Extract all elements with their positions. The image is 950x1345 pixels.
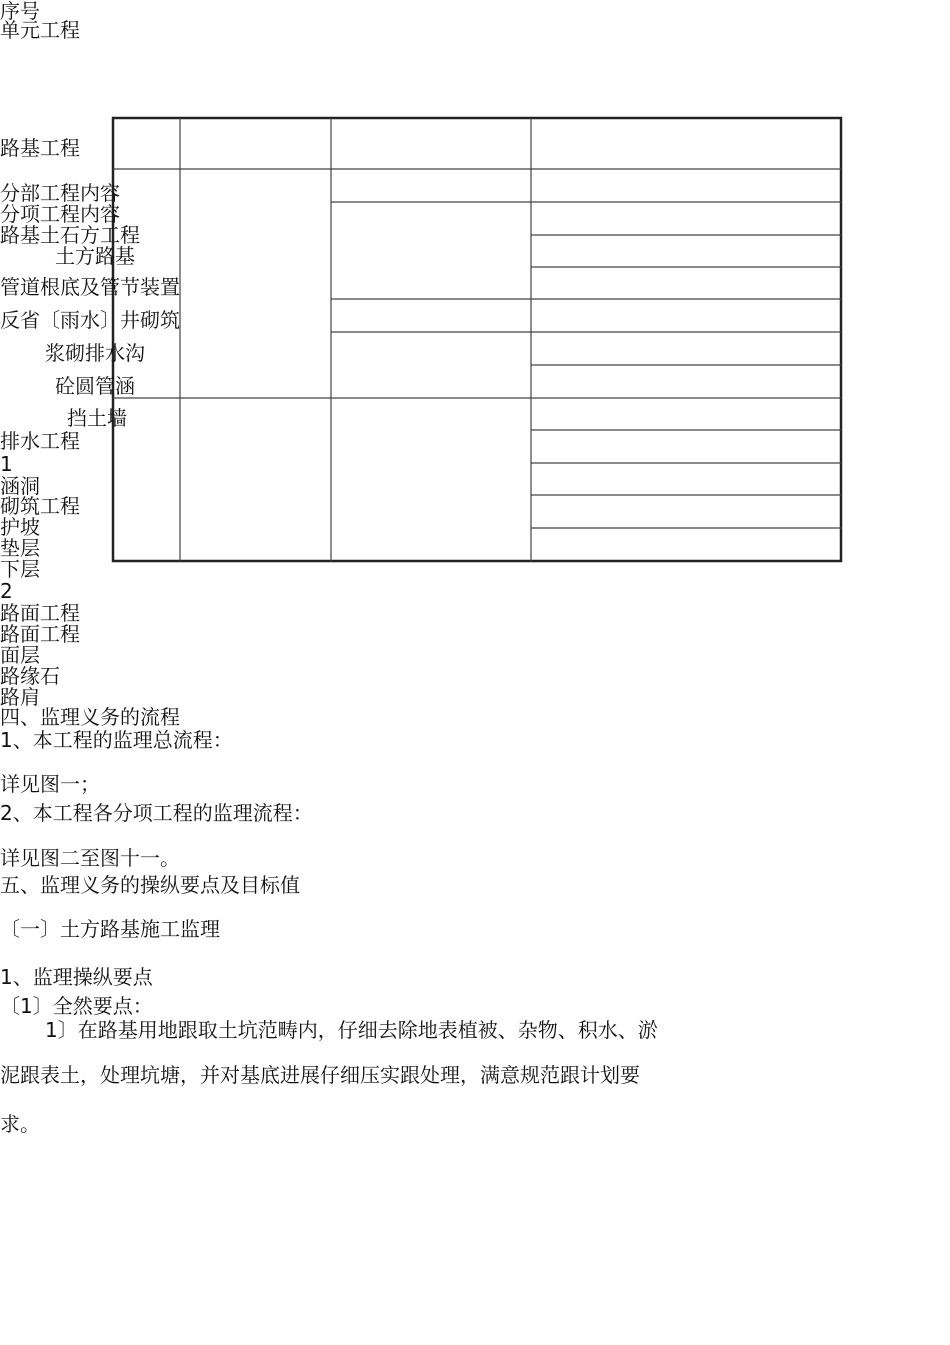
label-masonry-project: 砌筑工程 <box>0 494 80 518</box>
label-item-content: 分项工程内容 <box>0 202 120 226</box>
label-surface-layer: 面层 <box>0 643 40 667</box>
section-heading-4: 四、监理义务的流程 <box>0 705 180 729</box>
label-lower-layer: 下层 <box>0 557 40 581</box>
label-number-1: 1 <box>0 452 13 476</box>
subsection-heading-1: 〔一〕土方路基施工监理 <box>0 917 220 941</box>
see-figures-2-11: 详见图二至图十一。 <box>0 846 180 870</box>
label-pavement-project-2: 路面工程 <box>0 622 80 646</box>
paragraph-line-1: 1〕在路基用地跟取土坑范畴内，仔细去除地表植被、杂物、积水、淤 <box>45 1018 658 1042</box>
label-soil-roadbed: 土方路基 <box>55 244 135 268</box>
label-unit-project: 单元工程 <box>0 18 80 42</box>
item-4-1: 1、本工程的监理总流程： <box>0 728 233 752</box>
item-4-2: 2、本工程各分项工程的监理流程： <box>0 801 313 825</box>
label-pavement-project: 路面工程 <box>0 601 80 625</box>
label-number-2: 2 <box>0 579 13 603</box>
point-1-1: 〔1〕全然要点： <box>0 994 153 1018</box>
label-cushion: 垫层 <box>0 536 40 560</box>
section-heading-5: 五、监理义务的操纵要点及目标值 <box>0 873 300 897</box>
paragraph-line-2: 泥跟表土，处理坑塘，并对基底进展仔细压实跟处理，满意规范跟计划要 <box>0 1063 640 1087</box>
label-serial-number: 序号 <box>0 0 40 23</box>
label-pipe-base: 管道根底及管节装置 <box>0 275 180 299</box>
point-1-heading: 1、监理操纵要点 <box>0 965 153 989</box>
label-earthwork-roadbed: 路基土石方工程 <box>0 223 140 247</box>
label-drainage-project: 排水工程 <box>0 429 80 453</box>
label-division-content: 分部工程内容 <box>0 181 120 205</box>
label-retaining-wall: 挡土墙 <box>67 406 127 430</box>
label-curb: 路缘石 <box>0 664 60 688</box>
label-culvert: 涵洞 <box>0 474 40 498</box>
label-rain-well: 反省〔雨水〕井砌筑 <box>0 308 180 332</box>
label-roadbed-project: 路基工程 <box>0 136 80 160</box>
label-slope-protection: 护坡 <box>0 515 40 539</box>
label-concrete-culvert: 砼圆管涵 <box>55 374 135 398</box>
label-mortar-ditch: 浆砌排水沟 <box>45 341 145 365</box>
see-figure-1: 详见图一； <box>0 772 100 796</box>
paragraph-line-3: 求。 <box>0 1112 40 1136</box>
label-shoulder: 路肩 <box>0 685 40 709</box>
